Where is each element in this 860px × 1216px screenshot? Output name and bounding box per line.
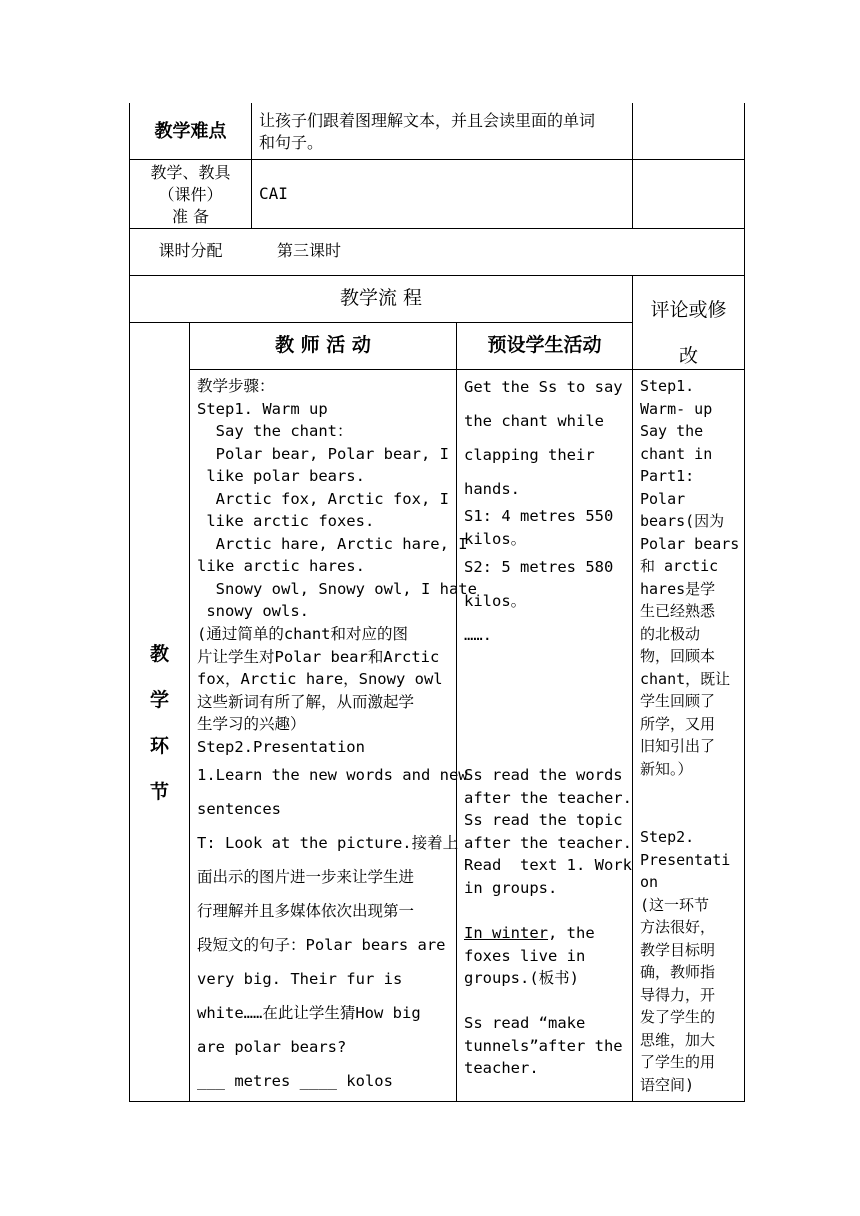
student-line: teacher. [464,1059,539,1077]
teacher-line: very big. Their fur is [197,970,403,988]
comment-line: 思维，加大 [640,1030,716,1049]
difficulty-line-1: 让孩子们跟着图理解文本，并且会读里面的单词 [259,111,596,130]
comment-line: (这一环节 [640,895,710,914]
student-line: Ss read the words [464,766,623,784]
student-tunnels [464,1012,623,1080]
student-reading [464,764,632,899]
comment-line: bears(因为 [640,512,725,530]
comment-line: 导得力，开 [640,985,716,1004]
teacher-line: 段短文的句子：Polar bears are [197,936,446,954]
student-line: S1: 4 metres 550 [464,507,614,525]
comment-line: 了学生的用 [640,1053,716,1071]
teacher-line: white……在此让学生猜How big [197,1004,421,1022]
comment-line: chant in [640,444,713,463]
tools-label-line-2: （课件） [158,185,223,204]
comment-line: 物，回顾本 [640,647,716,665]
teacher-line: 生学习的兴趣） [197,715,306,733]
comment-line: 和 arctic [640,557,719,575]
student-line [464,922,595,945]
comment-line: Step2. [640,828,695,846]
comment-header [633,287,744,379]
section-char-1: 教 [149,643,169,665]
comment-line: Say the [640,422,704,440]
teacher-note [197,623,443,758]
teacher-line: Step2.Presentation [197,737,365,756]
section-char-3: 环 [149,735,169,757]
student-answer-2 [464,550,613,652]
student-line: Get the Ss to say [464,378,623,396]
teacher-line: Arctic hare, Arctic hare, I [197,534,468,553]
comment-line: hares是学 [640,579,716,598]
comment-line: 学生回顾了 [640,692,716,710]
student-line: kilos。 [464,592,527,610]
comment-line: Presentati [640,850,731,869]
underlined-phrase: In winter [464,924,548,942]
teacher-line: like polar bears. [197,467,365,485]
comment-header-line-1: 评论或修 [650,299,727,321]
teacher-line: (通过简单的chant和对应的图 [197,625,408,643]
teacher-line: Polar bear, Polar bear, I [197,444,449,463]
tools-label-line-3: 准 备 [171,207,210,226]
teacher-line: fox，Arctic hare，Snowy owl [197,670,443,688]
student-line: the chant while [464,412,604,430]
comment-line: on [640,873,659,891]
difficulty-label: 教学难点 [154,121,227,142]
student-chant [464,370,623,506]
tools-content: CAI [259,184,288,203]
student-line: groups.(板书) [464,969,579,987]
teacher-line: 面出示的图片进一步来让学生进 [197,868,415,886]
student-line: hands. [464,480,520,498]
student-text: , the [548,924,595,942]
comment-line: Polar bears [640,534,740,553]
teacher-header: 教 师 活 动 [275,334,371,356]
student-line: Read text 1. Work [464,856,632,874]
teacher-line: 1.Learn the new words and new [197,766,468,784]
teacher-steps [197,375,477,623]
teacher-line: 这些新词有所了解，从而激起学 [197,692,415,711]
comment-line: 发了学生的 [640,1008,716,1026]
comment-line: 方法很好， [640,918,716,936]
comment-line: Step1. [640,377,695,395]
teacher-line: Step1. Warm up [197,399,328,418]
comment-line: 教学目标明 [640,940,716,959]
student-answer-1 [464,505,613,550]
comment-line: 旧知引出了 [640,737,716,755]
student-line: foxes live in [464,946,586,965]
student-line: Ss read “make [464,1014,586,1032]
tools-label-line-1: 教学、教具 [150,163,231,182]
teacher-line: sentences [197,800,281,818]
comment-line: Warm- up [640,399,713,418]
section-label [130,631,189,815]
student-line: tunnels”after the [464,1036,623,1055]
teacher-line: 教学步骤： [197,377,275,395]
period-content: 第三课时 [277,241,342,260]
teacher-line: ___ metres ____ kolos [197,1072,393,1090]
teacher-line: are polar bears? [197,1038,347,1056]
comment-step1 [640,375,739,780]
tools-label [130,162,251,228]
student-line: ……. [464,626,492,644]
teacher-line: Arctic fox, Arctic fox, I [197,489,449,508]
teacher-line: snowy owls. [197,602,309,620]
student-line: after the teacher. [464,788,632,807]
difficulty-line-2: 和句子。 [259,133,324,152]
student-winter [464,922,595,990]
student-line: Ss read the topic [464,811,623,829]
comment-line: chant，既让 [640,669,731,688]
teacher-line: like arctic foxes. [197,512,375,530]
student-line: after the teacher. [464,833,632,852]
comment-line: 生已经熟悉 [640,602,716,620]
comment-line: Part1: [640,467,695,485]
comment-line: 语空间) [640,1075,695,1094]
comment-line: Polar [640,489,686,508]
period-label: 课时分配 [158,241,223,260]
difficulty-content [259,110,631,154]
student-header: 预设学生活动 [487,334,602,356]
teacher-line: Snowy owl, Snowy owl, I hate [197,579,477,598]
student-line: clapping their [464,446,595,464]
flow-title: 教学流 程 [339,287,423,309]
teacher-line: T: Look at the picture.接着上 [197,834,459,852]
teacher-presentation [197,758,468,1098]
comment-header-line-2: 改 [678,345,698,367]
teacher-line: 片让学生对Polar bear和Arctic [197,647,440,666]
comment-line: 确，教师指 [640,963,716,981]
student-line: S2: 5 metres 580 [464,558,614,576]
teacher-line: like arctic hares. [197,557,365,575]
section-char-4: 节 [149,781,169,803]
student-line: kilos。 [464,529,527,548]
teacher-line: 行理解并且多媒体依次出现第一 [197,902,415,920]
student-line: in groups. [464,878,558,897]
comment-line: 新知。） [640,759,693,778]
section-char-2: 学 [149,689,169,711]
comment-step2 [640,826,730,1096]
comment-line: 所学，又用 [640,714,716,733]
teacher-line: Say the chant： [197,422,353,440]
comment-line: 的北极动 [640,624,701,643]
